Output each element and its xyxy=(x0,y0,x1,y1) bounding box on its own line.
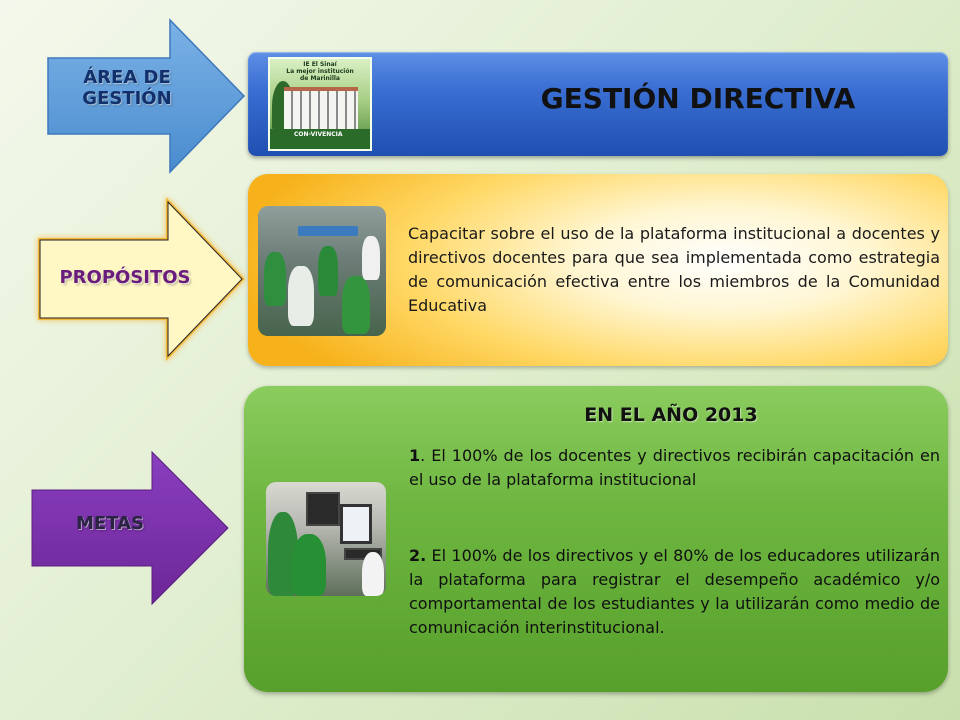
school-thumbnail-caption-line3: de Marinilla xyxy=(300,74,340,82)
propositos-label: PROPÓSITOS xyxy=(59,267,191,288)
metas-panel xyxy=(244,386,948,692)
school-thumbnail xyxy=(268,57,372,151)
monitor-icon xyxy=(306,492,340,526)
area-de-gestion-label-line1: ÁREA DE xyxy=(83,67,171,88)
school-thumbnail-caption-line2: La mejor institución xyxy=(286,67,354,75)
school-thumbnail-caption-line1: IE El Sinaí xyxy=(303,61,337,68)
gestion-directiva-title: GESTIÓN DIRECTIVA xyxy=(540,82,856,115)
student-figure xyxy=(288,266,314,326)
metas-heading: EN EL AÑO 2013 xyxy=(584,404,758,426)
school-thumbnail-caption xyxy=(274,62,366,83)
metas-label: METAS xyxy=(76,513,144,534)
monitor-screen xyxy=(340,504,372,544)
desk-row xyxy=(298,226,358,236)
propositos-text: Capacitar sobre el uso de la plataforma institucional a docentes y directivos docentes para que sea implementada como estrategia de comunicación efectiva entre los miembros de la Comunidad Educativa xyxy=(408,224,940,315)
school-thumbnail-band: CON-VIVENCIA xyxy=(270,129,370,149)
meta-item-number: 1 xyxy=(409,446,421,465)
meta-item-number: 2. xyxy=(409,546,427,565)
student-figure xyxy=(342,276,370,334)
student-figure xyxy=(362,552,384,596)
student-figure xyxy=(264,252,286,306)
classroom-photo xyxy=(258,206,386,336)
area-de-gestion-arrow xyxy=(46,20,246,172)
meta-item-text: . El 100% de los docentes y directivos recibirán capacitación en el uso de la plataforma institucional xyxy=(409,446,940,489)
meta-item-text: El 100% de los directivos y el 80% de los educadores utilizarán la plataforma para registrar el desempeño académico y/o comportamental de los estudiantes y la utilizarán como medio de comunicación interinstitucional. xyxy=(409,546,940,637)
propositos-panel xyxy=(248,174,948,366)
gestion-directiva-panel xyxy=(248,52,948,156)
metas-arrow xyxy=(30,452,230,604)
student-figure xyxy=(362,236,380,280)
area-de-gestion-label-line2: GESTIÓN xyxy=(82,87,172,109)
computer-lab-photo xyxy=(266,482,386,596)
meta-item-1 xyxy=(409,444,940,492)
school-building-icon xyxy=(284,87,358,135)
student-figure xyxy=(292,534,326,596)
area-de-gestion-label xyxy=(54,68,200,109)
meta-item-2 xyxy=(409,544,940,640)
student-figure xyxy=(318,246,338,296)
propositos-arrow xyxy=(28,200,248,358)
